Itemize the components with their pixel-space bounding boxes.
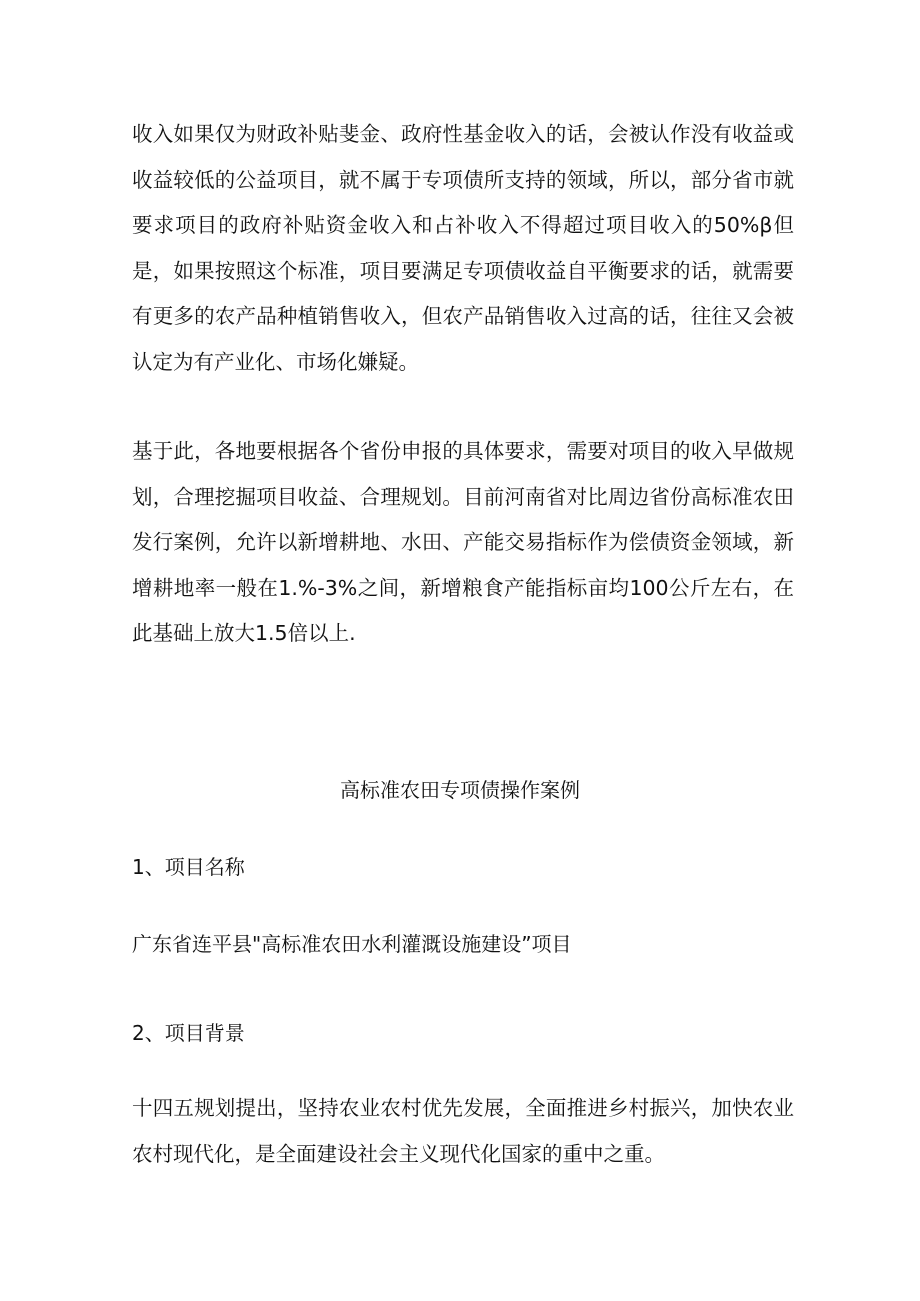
section-title: 高标准农田专项债操作案例 [340, 778, 580, 802]
heading-project-name: 1、项目名称 [132, 855, 245, 879]
heading-project-background: 2、项目背景 [132, 1021, 245, 1045]
body-paragraph-background: 十四五规划提出，坚持农业农村优先发展，全面推进乡村振兴，加快农业农村现代化，是全面建设社会主义现代化国家的重中之重。 [132, 1096, 794, 1166]
body-paragraph-planning: 基于此，各地要根据各个省份申报的具体要求，需要对项目的收入早做规划，合理挖掘项目收益、合理规划。目前河南省对比周边省份高标准农田发行案例，允许以新增耕地、水田、产能交易指标作为偿债资金领域，新增耕地率一般在1.%-3%之间，新增粮食产能指标亩均100公斤左右，在此基础上放大1.5倍以上. [132, 439, 794, 645]
body-paragraph-revenue: 收入如果仅为财政补贴斐金、政府性基金收入的话，会被认作没有收益或收益较低的公益项目，就不属于专项债所支持的领域，所以，部分省市就要求项目的政府补贴资金收入和占补收入不得超过项目收入的50%β但是，如果按照这个标准，项目要满足专项债收益自平衡要求的话，就需要有更多的农产品种植销售收入，但农产品销售收入过高的话，往往又会被认定为有产业化、市场化嫌疑。 [132, 122, 794, 374]
project-name-text: 广东省连平县"高标准农田水利灌溉设施建设”项目 [132, 932, 572, 956]
